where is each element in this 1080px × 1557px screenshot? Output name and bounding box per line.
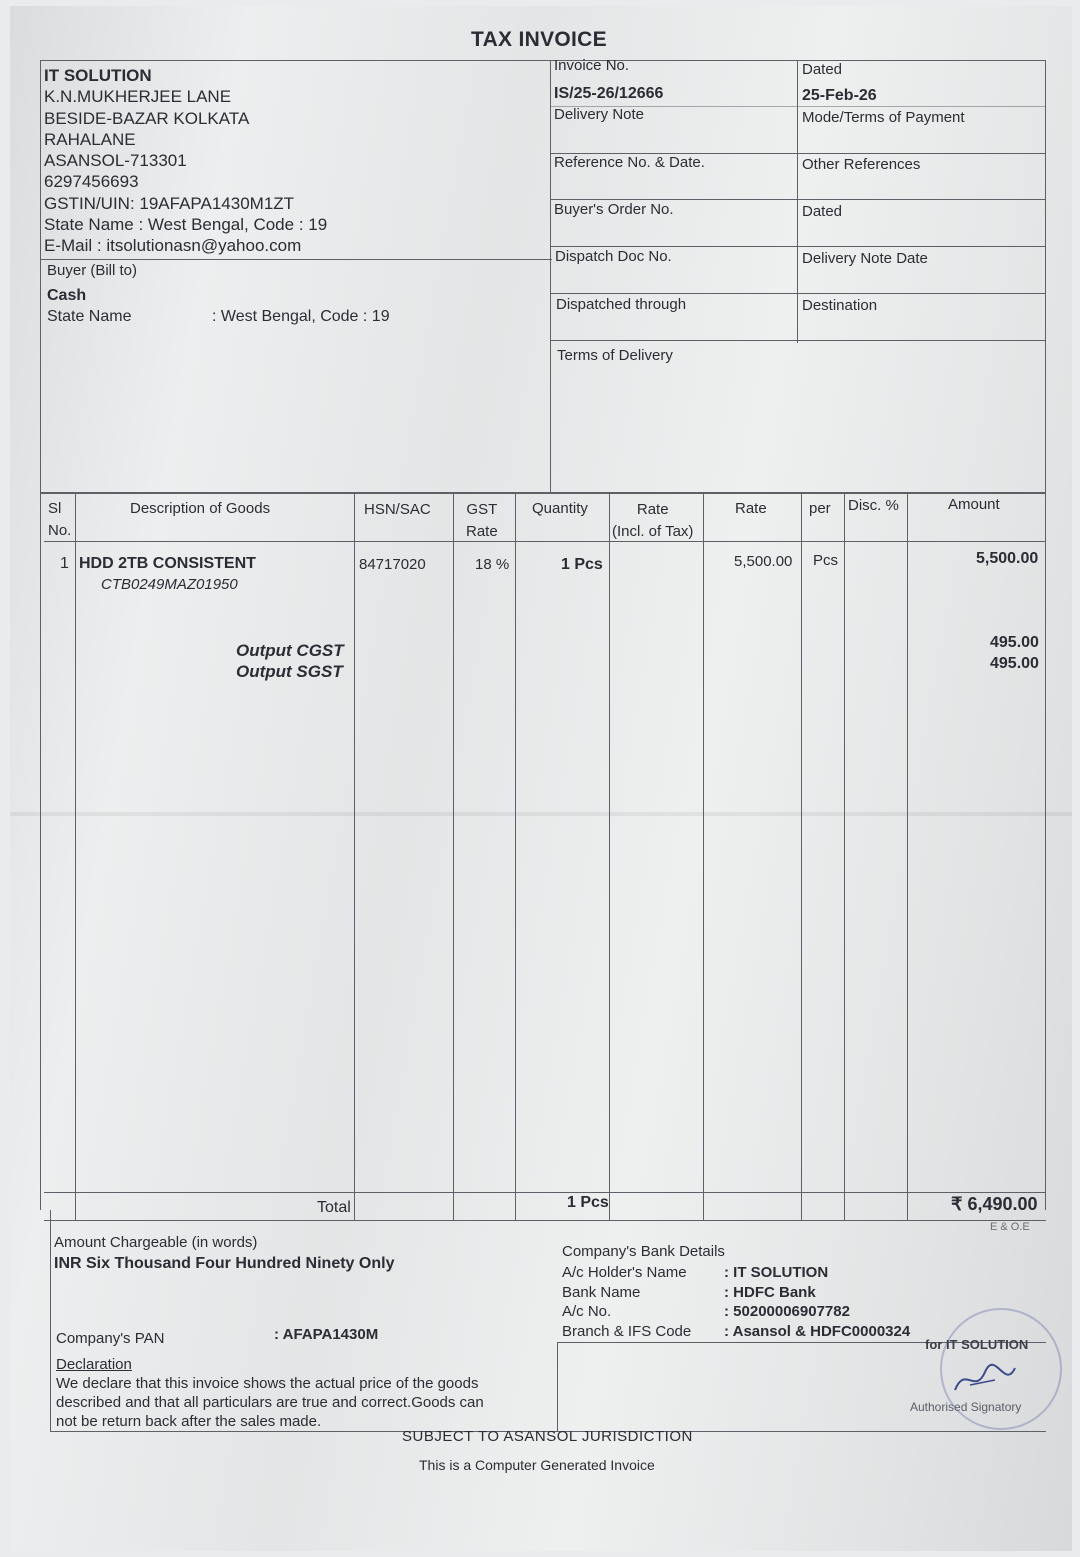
bank-branch-label: Branch & IFS Code [562, 1322, 692, 1340]
bank-details-title: Company's Bank Details [562, 1243, 725, 1260]
tax-cgst-amount: 495.00 [990, 634, 1039, 651]
invoice-title: TAX INVOICE [471, 28, 607, 51]
buyer-state-value: : West Bengal, Code : 19 [212, 308, 390, 325]
header-rate-incl-line: (Incl. of Tax) [612, 523, 694, 540]
seller-email: E-Mail : itsolutionasn@yahoo.com [44, 236, 302, 256]
amount-words-label: Amount Chargeable (in words) [54, 1234, 258, 1251]
delivery-note-label: Delivery Note [554, 106, 645, 123]
invoice-no-label: Invoice No. [554, 57, 630, 74]
meta-row-line [550, 293, 1045, 294]
header-per: per [809, 500, 831, 517]
tax-sgst-amount: 495.00 [990, 655, 1039, 672]
footer-left-border [50, 1210, 51, 1432]
header-sl-line: Sl [48, 500, 62, 517]
col-sep [515, 494, 516, 1220]
terms-of-delivery-label: Terms of Delivery [557, 347, 673, 364]
header-gst-line: GST [466, 501, 498, 518]
tax-cgst-label: Output CGST [236, 641, 344, 660]
col-sep [453, 494, 454, 1220]
col-sep [844, 494, 845, 1220]
total-amount: ₹ 6,490.00 [951, 1194, 1038, 1214]
meta-row-line [550, 199, 1045, 200]
declaration-line: described and that all particulars are true and correct.Goods can [56, 1394, 484, 1411]
item-gst-rate: 18 % [475, 556, 510, 573]
mode-terms-label: Mode/Terms of Payment [802, 109, 965, 126]
col-sep [703, 494, 704, 1220]
order-dated-label: Dated [802, 203, 843, 220]
declaration-line: not be return back after the sales made. [56, 1413, 322, 1430]
for-company-label: for IT SOLUTION [925, 1337, 1029, 1352]
item-description: HDD 2TB CONSISTENT [79, 555, 256, 572]
declaration-text [56, 1374, 484, 1431]
buyer-state-label: State Name [47, 308, 132, 325]
seller-phone: 6297456693 [44, 172, 139, 192]
seller-address-line: K.N.MUKHERJEE LANE [44, 87, 232, 107]
header-rate-incl [612, 499, 693, 543]
signature-scribble [950, 1360, 1020, 1400]
seller-name: IT SOLUTION [44, 66, 152, 85]
signature-box-left [557, 1342, 558, 1432]
frame-right [1045, 60, 1046, 1210]
seller-state: State Name : West Bengal, Code : 19 [44, 215, 328, 235]
delivery-note-date-label: Delivery Note Date [802, 250, 928, 267]
authorised-signatory-label: Authorised Signatory [910, 1400, 1022, 1414]
header-sl-line: No. [48, 522, 72, 539]
reference-label: Reference No. & Date. [554, 154, 705, 171]
dispatched-through-label: Dispatched through [556, 296, 687, 313]
bank-values [724, 1263, 910, 1341]
bank-labels [562, 1263, 691, 1341]
item-hsn: 84717020 [359, 556, 426, 573]
frame-left [40, 60, 41, 1210]
meta-row-line [550, 340, 1045, 341]
buyer-name: Cash [47, 287, 87, 304]
declaration-line: We declare that this invoice shows the actual price of the goods [56, 1375, 479, 1392]
col-sep [801, 494, 802, 1220]
item-serial: CTB0249MAZ01950 [101, 576, 238, 593]
meta-divider-mid [797, 60, 798, 343]
bank-holder-label: A/c Holder's Name [562, 1264, 687, 1281]
header-gst [466, 499, 498, 543]
total-label: Total [317, 1199, 351, 1216]
item-sl: 1 [60, 555, 69, 572]
header-hsn: HSN/SAC [364, 501, 431, 518]
dispatch-doc-label: Dispatch Doc No. [555, 248, 672, 265]
header-description: Description of Goods [130, 500, 271, 517]
meta-row-line [550, 246, 1045, 247]
col-sep [907, 494, 908, 1220]
meta-divider-left [550, 60, 551, 492]
frame-top [40, 60, 1046, 61]
eoe-note: E & O.E [990, 1221, 1030, 1233]
header-gst-line: Rate [466, 523, 498, 540]
seller-block [44, 65, 327, 257]
buyers-order-label: Buyer's Order No. [554, 201, 674, 218]
item-amount: 5,500.00 [976, 550, 1039, 567]
tax-sgst-label: Output SGST [236, 662, 343, 681]
table-total-top [44, 1192, 1046, 1193]
table-header-border [44, 541, 1046, 542]
dated-value: 25-Feb-26 [802, 87, 877, 104]
header-rate-incl-line: Rate [636, 501, 669, 518]
seller-buyer-divider [40, 259, 552, 260]
item-quantity: 1 Pcs [561, 556, 603, 573]
table-top-border [40, 492, 1046, 494]
invoice-no-value: IS/25-26/12666 [554, 85, 664, 102]
col-sep [354, 494, 355, 1220]
dated-label: Dated [802, 61, 843, 78]
header-sl [48, 498, 71, 542]
bank-account-value: : 50200006907782 [724, 1303, 850, 1320]
paper-fold [10, 812, 1072, 816]
bank-name-label: Bank Name [562, 1283, 641, 1301]
other-references-label: Other References [802, 156, 921, 173]
pan-value: : AFAPA1430M [274, 1326, 379, 1343]
item-rate: 5,500.00 [734, 553, 793, 570]
seller-address-line: BESIDE-BAZAR KOLKATA [44, 108, 250, 128]
header-quantity: Quantity [532, 500, 588, 517]
computer-generated-note: This is a Computer Generated Invoice [419, 1457, 655, 1473]
amount-words: INR Six Thousand Four Hundred Ninety Only [54, 1255, 395, 1272]
buyer-label: Buyer (Bill to) [47, 262, 138, 279]
header-disc: Disc. % [848, 497, 899, 514]
bank-account-label: A/c No. [562, 1303, 612, 1320]
declaration-label: Declaration [56, 1356, 132, 1373]
jurisdiction-note: SUBJECT TO ASANSOL JURISDICTION [402, 1428, 693, 1445]
col-sep [75, 494, 76, 1220]
header-rate: Rate [735, 500, 767, 517]
bank-branch-value: : Asansol & HDFC0000324 [724, 1322, 911, 1340]
bank-name-value: : HDFC Bank [724, 1283, 816, 1301]
bank-holder-value: : IT SOLUTION [724, 1264, 829, 1281]
table-total-bottom [44, 1220, 1046, 1221]
total-quantity: 1 Pcs [567, 1194, 609, 1211]
seller-address-line: RAHALANE [44, 129, 136, 149]
destination-label: Destination [802, 297, 878, 314]
item-per: Pcs [813, 552, 839, 569]
seller-gstin: GSTIN/UIN: 19AFAPA1430M1ZT [44, 193, 295, 213]
seller-address-line: ASANSOL-713301 [44, 151, 187, 171]
pan-label: Company's PAN [56, 1330, 165, 1347]
col-sep [609, 494, 610, 1220]
header-amount: Amount [948, 496, 1000, 513]
